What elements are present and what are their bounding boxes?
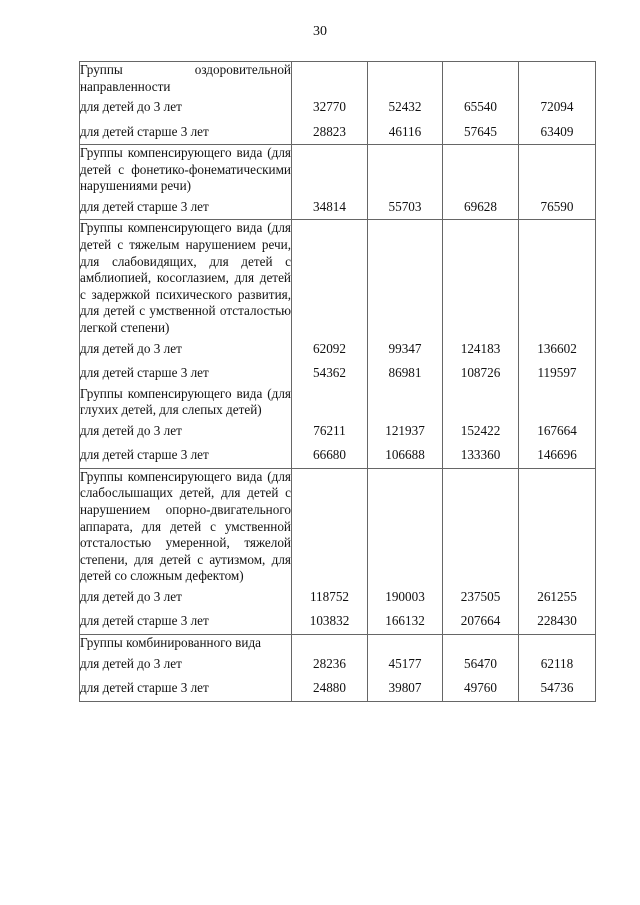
value-cell: 121937 <box>368 419 443 444</box>
value-cell: 136602 <box>519 337 596 362</box>
value-cell: 46116 <box>368 120 443 145</box>
age-label: для детей старше 3 лет <box>80 443 292 468</box>
empty-cell <box>292 386 368 419</box>
empty-cell <box>443 220 519 337</box>
empty-cell <box>368 62 443 96</box>
value-cell: 56470 <box>443 652 519 677</box>
age-label: для детей старше 3 лет <box>80 120 292 145</box>
value-cell: 39807 <box>368 676 443 701</box>
value-cell: 55703 <box>368 195 443 220</box>
empty-cell <box>519 468 596 585</box>
value-cell: 108726 <box>443 361 519 386</box>
value-cell: 32770 <box>292 95 368 120</box>
group-title: Группы оздоровительной направленности <box>80 62 291 94</box>
page-number: 30 <box>313 24 327 39</box>
value-cell: 24880 <box>292 676 368 701</box>
value-cell: 45177 <box>368 652 443 677</box>
empty-cell <box>292 634 368 651</box>
value-cell: 72094 <box>519 95 596 120</box>
empty-cell <box>368 468 443 585</box>
value-cell: 86981 <box>368 361 443 386</box>
empty-cell <box>443 145 519 195</box>
empty-cell <box>519 145 596 195</box>
value-cell: 54362 <box>292 361 368 386</box>
value-cell: 52432 <box>368 95 443 120</box>
value-cell: 166132 <box>368 609 443 634</box>
empty-cell <box>368 386 443 419</box>
age-label: для детей до 3 лет <box>80 95 292 120</box>
empty-cell <box>443 386 519 419</box>
group-header-row <box>80 386 596 419</box>
group-header-row <box>80 220 596 337</box>
value-cell: 62118 <box>519 652 596 677</box>
value-cell: 167664 <box>519 419 596 444</box>
value-cell: 65540 <box>443 95 519 120</box>
age-label: для детей до 3 лет <box>80 337 292 362</box>
table-row <box>80 361 596 386</box>
value-cell: 133360 <box>443 443 519 468</box>
empty-cell <box>292 62 368 96</box>
value-cell: 49760 <box>443 676 519 701</box>
value-cell: 76590 <box>519 195 596 220</box>
value-cell: 118752 <box>292 585 368 610</box>
age-label: для детей до 3 лет <box>80 652 292 677</box>
group-header-row <box>80 468 596 585</box>
table-row <box>80 95 596 120</box>
age-label: для детей старше 3 лет <box>80 676 292 701</box>
group-header-row <box>80 145 596 195</box>
empty-cell <box>292 220 368 337</box>
value-cell: 146696 <box>519 443 596 468</box>
table-row <box>80 443 596 468</box>
value-cell: 34814 <box>292 195 368 220</box>
empty-cell <box>292 468 368 585</box>
table-row <box>80 419 596 444</box>
age-label: для детей до 3 лет <box>80 585 292 610</box>
empty-cell <box>292 145 368 195</box>
value-cell: 54736 <box>519 676 596 701</box>
value-cell: 152422 <box>443 419 519 444</box>
table-row <box>80 337 596 362</box>
value-cell: 66680 <box>292 443 368 468</box>
value-cell: 69628 <box>443 195 519 220</box>
empty-cell <box>443 468 519 585</box>
table-row <box>80 585 596 610</box>
group-title: Группы комбинированного вида <box>80 634 292 651</box>
empty-cell <box>519 634 596 651</box>
group-title: Группы компенсирующего вида (для детей с фонетико-фонематическими нарушениями речи) <box>80 145 291 194</box>
empty-cell <box>368 634 443 651</box>
value-cell: 99347 <box>368 337 443 362</box>
empty-cell <box>519 62 596 96</box>
value-cell: 63409 <box>519 120 596 145</box>
table-row <box>80 120 596 145</box>
empty-cell <box>443 634 519 651</box>
age-label: для детей старше 3 лет <box>80 609 292 634</box>
empty-cell <box>443 62 519 96</box>
group-title: Группы компенсирующего вида (для детей с тяжелым нарушением речи, для слабовидящих, для детей с амблиопией, косоглазием, для детей с задержкой психического развития, для детей с умственной отсталостью легкой степени) <box>80 220 291 336</box>
table-row <box>80 195 596 220</box>
value-cell: 76211 <box>292 419 368 444</box>
table-row <box>80 652 596 677</box>
value-cell: 62092 <box>292 337 368 362</box>
age-label: для детей старше 3 лет <box>80 195 292 220</box>
group-title: Группы компенсирующего вида (для слабослышащих детей, для детей с нарушением опорно-двигательного аппарата, для детей с умственной отсталостью умеренной, тяжелой степени, для детей с аутизмом, для детей со сложным дефектом) <box>80 468 291 584</box>
value-cell: 207664 <box>443 609 519 634</box>
table-row <box>80 609 596 634</box>
group-header-row <box>80 62 596 96</box>
empty-cell <box>368 220 443 337</box>
value-cell: 28823 <box>292 120 368 145</box>
empty-cell <box>519 220 596 337</box>
value-cell: 228430 <box>519 609 596 634</box>
value-cell: 119597 <box>519 361 596 386</box>
table-row <box>80 676 596 701</box>
value-cell: 237505 <box>443 585 519 610</box>
value-cell: 106688 <box>368 443 443 468</box>
value-cell: 124183 <box>443 337 519 362</box>
empty-cell <box>368 145 443 195</box>
empty-cell <box>519 386 596 419</box>
value-cell: 103832 <box>292 609 368 634</box>
value-cell: 28236 <box>292 652 368 677</box>
age-label: для детей до 3 лет <box>80 419 292 444</box>
cost-table <box>79 61 596 702</box>
group-title: Группы компенсирующего вида (для глухих детей, для слепых детей) <box>80 385 291 418</box>
age-label: для детей старше 3 лет <box>80 361 292 386</box>
cost-table-body <box>80 62 596 702</box>
value-cell: 190003 <box>368 585 443 610</box>
value-cell: 261255 <box>519 585 596 610</box>
value-cell: 57645 <box>443 120 519 145</box>
group-header-row <box>80 634 596 651</box>
